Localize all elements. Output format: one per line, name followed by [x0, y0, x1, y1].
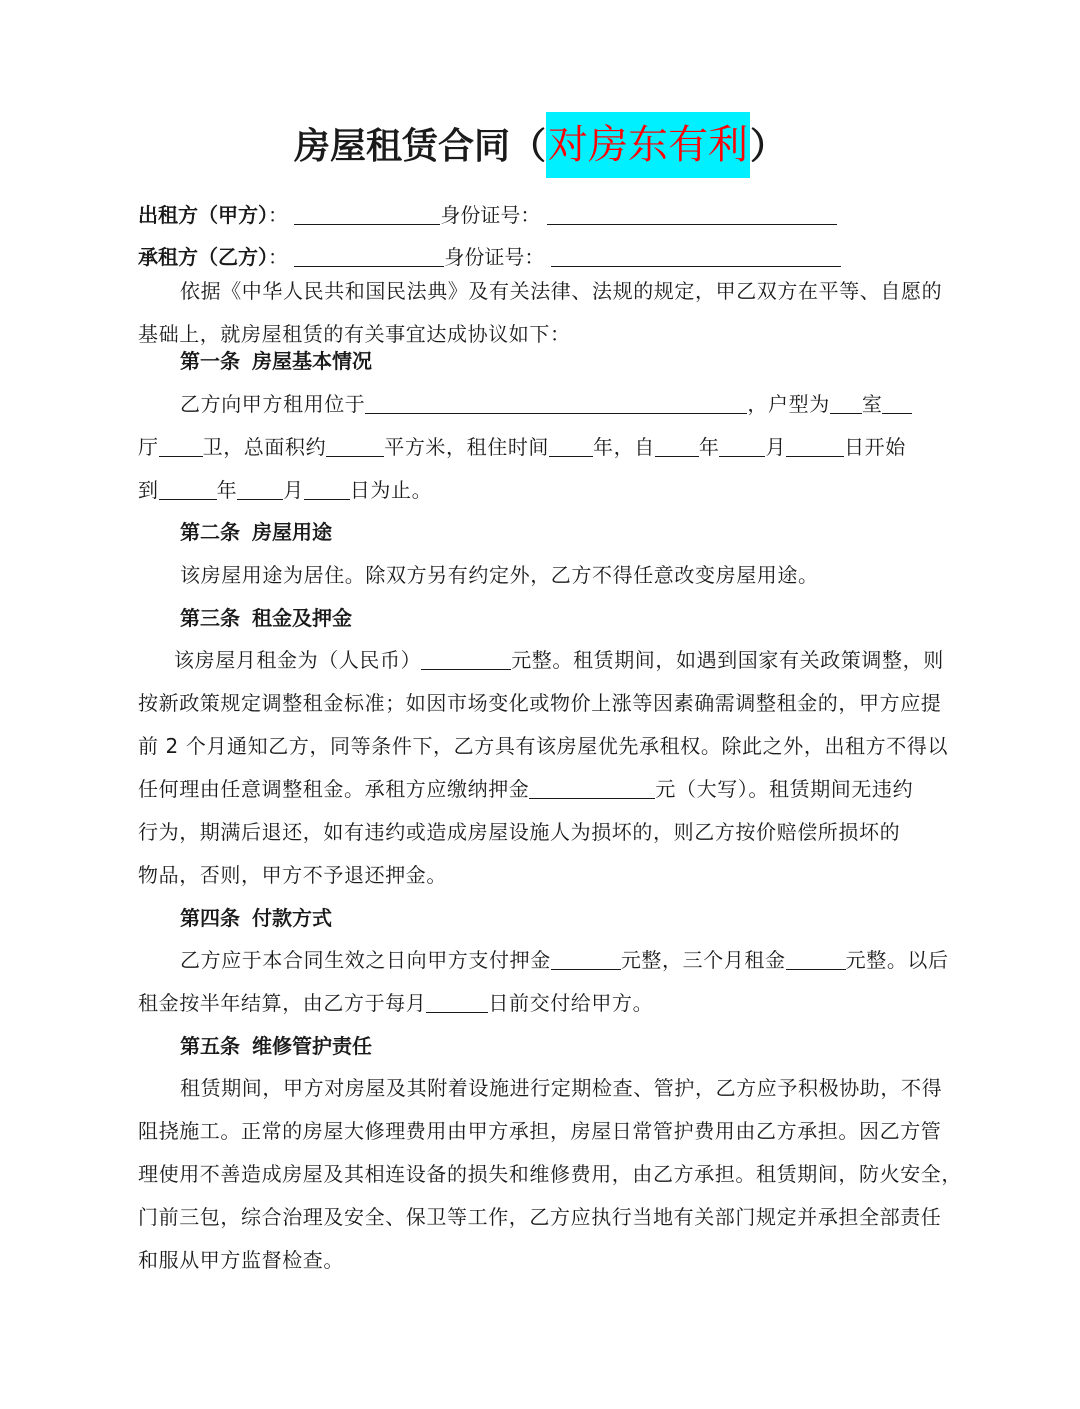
address-blank[interactable]: [365, 393, 747, 414]
article-1-line-3: [138, 469, 950, 512]
text: 厅: [138, 435, 159, 459]
article-5-line-3: 理使用不善造成房屋及其相连设备的损失和维修费用，由乙方承担。租赁期间，防火安全，: [138, 1162, 962, 1186]
end-month-blank[interactable]: [237, 479, 283, 500]
article-4-heading: [180, 903, 332, 933]
text: 元（大写）。租赁期间无违约: [655, 777, 914, 801]
lessee-name-blank[interactable]: [294, 246, 444, 267]
text: 该房屋月租金为（人民币）: [174, 648, 422, 672]
end-year-blank[interactable]: [159, 479, 217, 500]
article-3-line-4: [138, 768, 950, 811]
lessee-id-label: 身份证号：: [444, 245, 545, 269]
article-3-number: 第三条: [180, 606, 240, 630]
text: 元整。以后: [845, 948, 949, 972]
article-3-title: 租金及押金: [252, 606, 352, 630]
article-5-line-1: 租赁期间，甲方对房屋及其附着设施进行定期检查、管护，乙方应予积极协助，不得: [180, 1076, 943, 1100]
article-2-heading: [180, 517, 332, 547]
article-4-body: [138, 939, 950, 1025]
article-3-body: [138, 639, 950, 897]
article-3-line-5: 行为，期满后退还，如有违约或造成房屋设施人为损坏的，则乙方按价赔偿所损坏的: [138, 820, 901, 844]
text: 年: [698, 435, 720, 459]
article-4-title: 付款方式: [252, 906, 332, 930]
article-5-body: [138, 1067, 962, 1282]
colon: ：: [268, 203, 288, 227]
article-3-line-2: 按新政策规定调整租金标准；如因市场变化或物价上涨等因素确需调整租金的，甲方应提: [138, 691, 942, 715]
rooms-blank[interactable]: [830, 393, 862, 414]
deposit-blank[interactable]: [529, 778, 655, 799]
lessor-id-label: 身份证号：: [440, 203, 541, 227]
monthly-rent-blank[interactable]: [421, 649, 511, 670]
area-blank[interactable]: [326, 436, 384, 457]
text: 乙方向甲方租用位于: [180, 392, 366, 416]
halls-blank[interactable]: [882, 393, 912, 414]
article-4-line-2: [138, 982, 950, 1025]
document-title: [0, 112, 1080, 180]
start-year-blank[interactable]: [655, 436, 699, 457]
text: 年，自: [593, 435, 655, 459]
text: 日为止。: [349, 478, 433, 502]
text: 卫，总面积约: [202, 435, 327, 459]
baths-blank[interactable]: [159, 436, 203, 457]
article-2-number: 第二条: [180, 520, 240, 544]
article-3-heading: [180, 603, 352, 633]
intro-paragraph: [138, 270, 950, 356]
start-month-blank[interactable]: [719, 436, 765, 457]
article-2-line-1: 该房屋用途为居住。除双方另有约定外，乙方不得任意改变房屋用途。: [180, 563, 819, 587]
title-close: ）: [750, 126, 787, 167]
text: ，户型为: [747, 392, 830, 416]
initial-deposit-blank[interactable]: [551, 949, 621, 970]
lessor-name-blank[interactable]: [294, 204, 440, 225]
article-3-line-6: 物品，否则，甲方不予退还押金。: [138, 863, 447, 887]
intro-line-1: 依据《中华人民共和国民法典》及有关法律、法规的规定，甲乙双方在平等、自愿的: [180, 279, 943, 303]
article-4-line-1: [138, 939, 950, 982]
payment-day-blank[interactable]: [426, 992, 488, 1013]
text: 年: [216, 478, 238, 502]
lessor-id-blank[interactable]: [547, 204, 837, 225]
text: 日前交付给甲方。: [488, 991, 654, 1015]
three-month-rent-blank[interactable]: [786, 949, 846, 970]
article-1-title: 房屋基本情况: [252, 349, 372, 373]
article-2-title: 房屋用途: [252, 520, 332, 544]
text: 月: [283, 478, 304, 502]
article-5-title: 维修管护责任: [252, 1034, 372, 1058]
text: 平方米，租住时间: [384, 435, 550, 459]
article-5-line-2: 阻挠施工。正常的房屋大修理费用由甲方承担，房屋日常管护费用由乙方承担。因乙方管: [138, 1119, 942, 1143]
intro-line-2: 基础上，就房屋租赁的有关事宜达成协议如下：: [138, 322, 571, 346]
article-1-heading: [180, 346, 372, 376]
colon: ：: [268, 245, 288, 269]
start-day-blank[interactable]: [786, 436, 844, 457]
lessee-label: 承租方（乙方）: [138, 245, 268, 269]
lessor-label: 出租方（甲方）: [138, 203, 268, 227]
article-2-body: [138, 554, 950, 597]
article-3-line-1: [138, 639, 950, 682]
text: 元整。租赁期间，如遇到国家有关政策调整，则: [511, 648, 944, 672]
text: 到: [138, 478, 159, 502]
term-years-blank[interactable]: [549, 436, 593, 457]
article-5-line-5: 和服从甲方监督检查。: [138, 1248, 344, 1272]
text: 室: [861, 392, 883, 416]
lessee-id-blank[interactable]: [551, 246, 841, 267]
text: 乙方应于本合同生效之日向甲方支付押金: [180, 948, 551, 972]
title-main: 房屋租赁合同（: [293, 126, 546, 167]
text: 元整，三个月租金: [620, 948, 786, 972]
lessee-line: [138, 242, 841, 272]
text: 任何理由任意调整租金。承租方应缴纳押金: [138, 777, 530, 801]
article-4-number: 第四条: [180, 906, 240, 930]
article-5-heading: [180, 1031, 372, 1061]
article-1-line-1: [138, 383, 950, 426]
text: 月: [765, 435, 787, 459]
title-highlight: 对房东有利: [546, 112, 750, 178]
end-day-blank[interactable]: [304, 479, 350, 500]
lessor-line: [138, 200, 837, 230]
article-1-number: 第一条: [180, 349, 240, 373]
article-3-line-3: 前 2 个月通知乙方，同等条件下，乙方具有该房屋优先承租权。除此之外，出租方不得以: [138, 734, 949, 758]
text: 租金按半年结算，由乙方于每月: [138, 991, 427, 1015]
text: 日开始: [844, 435, 906, 459]
article-5-line-4: 门前三包，综合治理及安全、保卫等工作，乙方应执行当地有关部门规定并承担全部责任: [138, 1205, 942, 1229]
article-1-body: [138, 383, 950, 512]
article-1-line-2: [138, 426, 950, 469]
article-5-number: 第五条: [180, 1034, 240, 1058]
